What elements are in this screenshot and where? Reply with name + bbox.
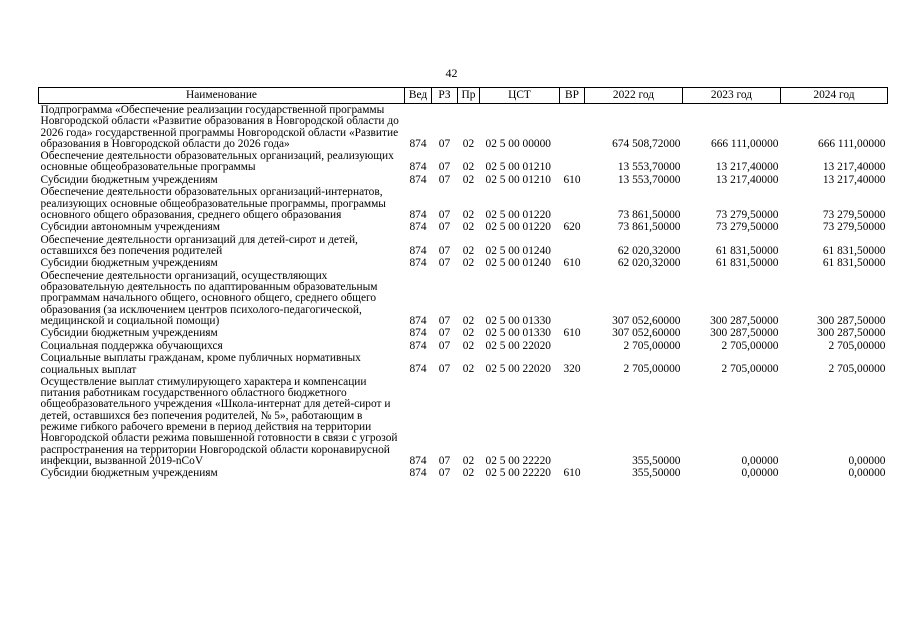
table-body bbox=[39, 104, 888, 480]
cell-2024: 300 287,50000 bbox=[817, 327, 886, 340]
cell-2022: 2 705,00000 bbox=[623, 363, 681, 376]
cell-name: Субсидии бюджетным учреждениям bbox=[40, 327, 218, 340]
cell-cst: 02 5 00 01220 bbox=[485, 221, 551, 234]
cell-name: Субсидии автономным учреждениям bbox=[40, 221, 220, 234]
cell-2022: 307 052,60000 bbox=[612, 327, 681, 340]
cell-pr: 02 bbox=[462, 221, 475, 234]
header-cst: ЦСТ bbox=[480, 88, 560, 104]
cell-vr bbox=[560, 150, 585, 174]
cell-vr: 610 bbox=[563, 327, 581, 340]
header-pr: Пр bbox=[458, 88, 480, 104]
table-row bbox=[39, 257, 888, 270]
page-number: 42 bbox=[445, 66, 458, 80]
table-row bbox=[39, 104, 888, 151]
cell-2024: 2 705,00000 bbox=[828, 339, 886, 352]
cell-pr: 02 bbox=[462, 454, 475, 467]
cell-name: Социальные выплаты гражданам, кроме публичных нормативных социальных выплат bbox=[40, 352, 361, 376]
cell-2023: 0,00000 bbox=[741, 467, 779, 480]
cell-ved: 874 bbox=[409, 339, 427, 352]
cell-name: Обеспечение деятельности образовательных организаций-интернатов, реализующих основные общеобразовательные программы, программы основного общего образования, среднего общего образования bbox=[40, 186, 386, 221]
cell-vr bbox=[560, 234, 585, 258]
cell-vr bbox=[560, 186, 585, 221]
cell-ved: 874 bbox=[409, 467, 427, 480]
cell-2023: 73 279,50000 bbox=[715, 208, 779, 221]
cell-ved: 874 bbox=[409, 257, 427, 270]
cell-2024: 13 217,40000 bbox=[822, 173, 886, 186]
cell-2024: 0,00000 bbox=[848, 454, 886, 467]
cell-cst: 02 5 00 22020 bbox=[485, 339, 551, 352]
cell-cst: 02 5 00 01330 bbox=[485, 327, 551, 340]
cell-2023: 61 831,50000 bbox=[715, 257, 779, 270]
table-row bbox=[39, 467, 888, 480]
cell-pr: 02 bbox=[462, 363, 475, 376]
table-row bbox=[39, 352, 888, 376]
header-vr: ВР bbox=[560, 88, 585, 104]
cell-ved: 874 bbox=[409, 221, 427, 234]
cell-2023: 73 279,50000 bbox=[715, 221, 779, 234]
cell-pr: 02 bbox=[462, 467, 475, 480]
cell-cst: 02 5 00 01240 bbox=[485, 244, 551, 257]
cell-ved: 874 bbox=[409, 173, 427, 186]
header-rz: РЗ bbox=[432, 88, 458, 104]
cell-vr bbox=[560, 340, 585, 353]
table-header bbox=[39, 88, 888, 104]
cell-2023: 61 831,50000 bbox=[715, 244, 779, 257]
cell-cst: 02 5 00 01330 bbox=[485, 314, 551, 327]
cell-2022: 62 020,32000 bbox=[617, 244, 681, 257]
cell-rz: 07 bbox=[438, 221, 451, 234]
table-row bbox=[39, 327, 888, 340]
cell-name: Субсидии бюджетным учреждениям bbox=[40, 173, 218, 186]
cell-rz: 07 bbox=[438, 314, 451, 327]
header-name: Наименование bbox=[39, 88, 405, 104]
table-row bbox=[39, 270, 888, 327]
cell-vr: 610 bbox=[563, 257, 581, 270]
cell-2022: 13 553,70000 bbox=[617, 161, 681, 174]
cell-pr: 02 bbox=[462, 327, 475, 340]
cell-ved: 874 bbox=[409, 244, 427, 257]
cell-2023: 2 705,00000 bbox=[721, 363, 779, 376]
cell-ved: 874 bbox=[409, 327, 427, 340]
cell-2022: 73 861,50000 bbox=[617, 221, 681, 234]
cell-2022: 13 553,70000 bbox=[617, 173, 681, 186]
cell-2023: 300 287,50000 bbox=[710, 327, 779, 340]
cell-2024: 73 279,50000 bbox=[822, 221, 886, 234]
cell-pr: 02 bbox=[462, 244, 475, 257]
cell-vr: 320 bbox=[563, 363, 581, 376]
cell-cst: 02 5 00 01210 bbox=[485, 161, 551, 174]
cell-2024: 2 705,00000 bbox=[828, 363, 886, 376]
cell-cst: 02 5 00 01220 bbox=[485, 208, 551, 221]
cell-vr bbox=[560, 270, 585, 327]
cell-rz: 07 bbox=[438, 327, 451, 340]
table-row bbox=[39, 186, 888, 221]
cell-cst: 02 5 00 22020 bbox=[485, 363, 551, 376]
cell-rz: 07 bbox=[438, 161, 451, 174]
cell-2023: 13 217,40000 bbox=[715, 161, 779, 174]
header-ved: Вед bbox=[405, 88, 432, 104]
cell-pr: 02 bbox=[462, 314, 475, 327]
cell-pr: 02 bbox=[462, 257, 475, 270]
cell-2024: 300 287,50000 bbox=[817, 314, 886, 327]
cell-vr: 610 bbox=[563, 173, 581, 186]
cell-name: Осуществление выплат стимулирующего характера и компенсации питания работникам государственного областного бюджетного общеобразовательного учреждения «Школа-интернат для детей-сирот и детей, оставшихся без попечения родителей, № 5», работающим в режиме гибкого рабочего времени в период действия на территории Новгородской области режима повышенной готовности в связи с угрозой распространения на территории Новгородской области коронавирусной инфекции, вызванной 2019-nCoV bbox=[40, 375, 398, 467]
cell-rz: 07 bbox=[438, 363, 451, 376]
cell-cst: 02 5 00 01210 bbox=[485, 173, 551, 186]
cell-2022: 62 020,32000 bbox=[617, 257, 681, 270]
cell-2022: 73 861,50000 bbox=[617, 208, 681, 221]
cell-pr: 02 bbox=[462, 173, 475, 186]
cell-2023: 0,00000 bbox=[741, 454, 779, 467]
cell-2022: 307 052,60000 bbox=[612, 314, 681, 327]
cell-vr bbox=[560, 104, 585, 151]
cell-ved: 874 bbox=[409, 454, 427, 467]
table-row bbox=[39, 234, 888, 258]
cell-name: Обеспечение деятельности организаций для детей-сирот и детей, оставшихся без попечения родителей bbox=[40, 233, 358, 257]
cell-2022: 355,50000 bbox=[632, 467, 681, 480]
cell-vr: 610 bbox=[563, 467, 581, 480]
cell-rz: 07 bbox=[438, 208, 451, 221]
table-row bbox=[39, 376, 888, 467]
table-row bbox=[39, 174, 888, 187]
cell-ved: 874 bbox=[409, 208, 427, 221]
budget-table bbox=[38, 87, 888, 480]
header-2023: 2023 год bbox=[683, 88, 781, 104]
cell-pr: 02 bbox=[462, 161, 475, 174]
cell-name: Подпрограмма «Обеспечение реализации государственной программы Новгородской области «Развитие образования в Новгородской области до 2026 года» государственной программы Новгородской области «Развитие образования в Новгородской области до 2026 года» bbox=[40, 104, 399, 150]
cell-2024: 666 111,00000 bbox=[818, 137, 886, 150]
table-row bbox=[39, 150, 888, 174]
cell-2024: 61 831,50000 bbox=[822, 244, 886, 257]
cell-2024: 13 217,40000 bbox=[822, 161, 886, 174]
cell-rz: 07 bbox=[438, 467, 451, 480]
cell-rz: 07 bbox=[438, 257, 451, 270]
cell-ved: 874 bbox=[409, 314, 427, 327]
cell-rz: 07 bbox=[438, 244, 451, 257]
header-2022: 2022 год bbox=[585, 88, 683, 104]
cell-rz: 07 bbox=[438, 339, 451, 352]
cell-2022: 355,50000 bbox=[632, 454, 681, 467]
cell-name: Субсидии бюджетным учреждениям bbox=[40, 467, 218, 480]
cell-2024: 73 279,50000 bbox=[822, 208, 886, 221]
cell-2024: 0,00000 bbox=[848, 467, 886, 480]
cell-rz: 07 bbox=[438, 173, 451, 186]
cell-pr: 02 bbox=[462, 339, 475, 352]
cell-cst: 02 5 00 01240 bbox=[485, 257, 551, 270]
cell-rz: 07 bbox=[438, 137, 451, 150]
cell-2023: 666 111,00000 bbox=[711, 137, 779, 150]
cell-ved: 874 bbox=[409, 363, 427, 376]
cell-2023: 300 287,50000 bbox=[710, 314, 779, 327]
cell-cst: 02 5 00 22220 bbox=[485, 467, 551, 480]
cell-pr: 02 bbox=[462, 137, 475, 150]
cell-2022: 674 508,72000 bbox=[612, 137, 681, 150]
cell-2022: 2 705,00000 bbox=[623, 339, 681, 352]
cell-2024: 61 831,50000 bbox=[822, 257, 886, 270]
cell-rz: 07 bbox=[438, 454, 451, 467]
table-row bbox=[39, 340, 888, 353]
cell-name: Социальная поддержка обучающихся bbox=[40, 339, 223, 352]
cell-vr bbox=[560, 376, 585, 467]
cell-cst: 02 5 00 22220 bbox=[485, 454, 551, 467]
header-2024: 2024 год bbox=[781, 88, 888, 104]
cell-ved: 874 bbox=[409, 137, 427, 150]
cell-name: Обеспечение деятельности организаций, осуществляющих образовательную деятельность по адаптированным образовательным программам начального общего, основного общего, среднего общего образования (за исключением центров психолого-педагогической, медицинской и социальной помощи) bbox=[40, 269, 378, 327]
cell-name: Обеспечение деятельности образовательных организаций, реализующих основные общеобразовательные программы bbox=[40, 150, 394, 174]
cell-vr: 620 bbox=[563, 221, 581, 234]
cell-name: Субсидии бюджетным учреждениям bbox=[40, 257, 218, 270]
table-row bbox=[39, 221, 888, 234]
cell-pr: 02 bbox=[462, 208, 475, 221]
cell-cst: 02 5 00 00000 bbox=[485, 137, 551, 150]
cell-ved: 874 bbox=[409, 161, 427, 174]
cell-2023: 13 217,40000 bbox=[715, 173, 779, 186]
cell-2023: 2 705,00000 bbox=[721, 339, 779, 352]
